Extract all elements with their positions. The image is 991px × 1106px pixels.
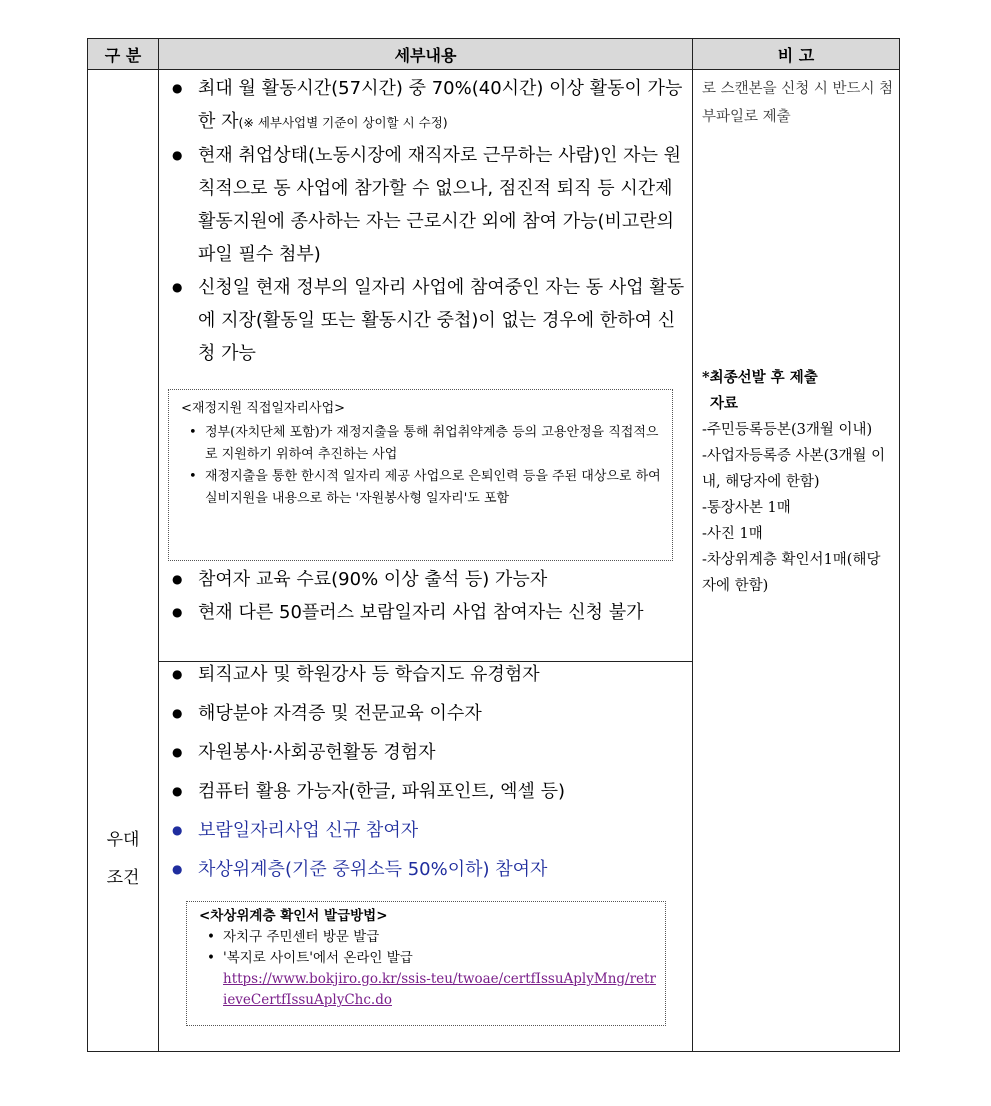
- list-item: ● 현재 다른 50플러스 보람일자리 사업 참여자는 신청 불가: [170, 596, 690, 629]
- requirements-table: [87, 38, 900, 1052]
- list-item: ● 최대 월 활동시간(57시간) 중 70%(40시간) 이상 활동이 가능한 자(※ 세부사업별 기준이 상이할 시 수정): [170, 72, 690, 139]
- remarks-item: -주민등록등본(3개월 이내): [702, 422, 873, 438]
- header-details: 세부내용: [159, 39, 692, 69]
- header-remarks: 비 고: [693, 39, 899, 69]
- column-divider: [158, 39, 159, 1051]
- list-item: ● 해당분야 자격증 및 전문교육 이수자: [170, 694, 690, 733]
- eligibility-list-continued: [170, 563, 690, 629]
- list-item: ● 참여자 교육 수료(90% 이상 출석 등) 가능자: [170, 563, 690, 596]
- remarks-item: -통장사본 1매: [702, 500, 791, 516]
- list-item-highlight: ● 차상위계층(기준 중위소득 50%이하) 참여자: [170, 850, 690, 889]
- remarks-item: -사진 1매: [702, 526, 763, 542]
- list-item-note: (※ 세부사업별 기준이 상이할 시 수정): [238, 115, 448, 130]
- box-item: • 재정지출을 통한 한시적 일자리 제공 사업으로 은퇴인력 등을 주된 대상으로 하여 실비지원을 내용으로 하는 '자원봉사형 일자리'도 포함: [177, 466, 664, 510]
- remarks-documents: [702, 365, 894, 599]
- box-item: • 정부(자치단체 포함)가 재정지출을 통해 취업취약계층 등의 고용안정을 직접적으로 지원하기 위하여 추진하는 사업: [177, 422, 664, 466]
- header-divider: [88, 69, 899, 70]
- header-category: 구 분: [88, 39, 158, 69]
- list-item: ● 퇴직교사 및 학원강사 등 학습지도 유경험자: [170, 655, 690, 694]
- box-title: <차상위계층 확인서 발급방법>: [199, 908, 388, 924]
- list-item: ● 컴퓨터 활용 가능자(한글, 파워포인트, 엑셀 등): [170, 772, 690, 811]
- remarks-item: -차상위계층 확인서1매(해당자에 한함): [702, 552, 881, 594]
- list-item-highlight: ● 보람일자리사업 신규 참여자: [170, 811, 690, 850]
- remarks-heading: *최종선발 후 제출: [702, 369, 818, 386]
- eligibility-list: [170, 72, 690, 370]
- remarks-top: 로 스캔본을 신청 시 반드시 첨부파일로 제출: [702, 81, 894, 125]
- box-item: • 자치구 주민센터 방문 발급: [195, 927, 657, 948]
- bokjiro-link[interactable]: https://www.bokjiro.go.kr/ssis-teu/twoae/certfIssuAplyMng/retrieveCertfIssuAplyChc.do: [223, 971, 656, 1008]
- list-item: ● 자원봉사·사회공헌활동 경험자: [170, 733, 690, 772]
- list-item: ● 신청일 현재 정부의 일자리 사업에 참여중인 자는 동 사업 활동에 지장(활동일 또는 활동시간 중첩)이 없는 경우에 한하여 신청 가능: [170, 271, 690, 370]
- direct-job-program-box: [168, 389, 673, 561]
- low-income-certificate-box: [186, 901, 666, 1026]
- column-divider: [692, 39, 693, 1051]
- remarks-item: -사업자등록증 사본(3개월 이내, 해당자에 한함): [702, 448, 886, 490]
- preference-label: 우대 조건: [106, 830, 140, 888]
- box-title: <재정지원 직접일자리사업>: [181, 401, 346, 416]
- list-item: ● 현재 취업상태(노동시장에 재직자로 근무하는 사람)인 자는 원칙적으로 동 사업에 참가할 수 없으나, 점진적 퇴직 등 시간제 활동지원에 종사하는 자는 근로시간 외에 참여 가능(비고란의 파일 필수 첨부): [170, 139, 690, 271]
- remarks-heading: 자료: [710, 395, 739, 412]
- preference-list: [170, 655, 690, 889]
- box-item: • '복지로 사이트'에서 온라인 발급 https://www.bokjiro.go.kr/ssis-teu/twoae/certfIssuAplyMng/retrieveCertfIssuAplyChc.do: [195, 948, 657, 1011]
